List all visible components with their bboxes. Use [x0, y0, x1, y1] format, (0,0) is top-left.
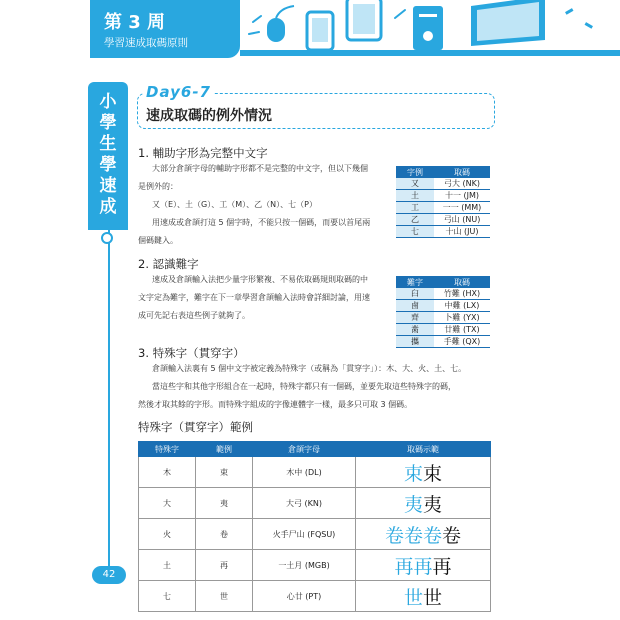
week-title: 第 3 周 [104, 12, 166, 33]
section4-heading: 特殊字（貫穿字）範例 [138, 420, 253, 434]
table-cell: 大弓 (KN) [253, 488, 356, 519]
stroke-demo-char: 卷 [384, 524, 404, 547]
table-row [139, 581, 491, 612]
table-cell: 乙 [396, 214, 434, 226]
header-bar [240, 50, 620, 56]
table-row [139, 550, 491, 581]
table-row [396, 288, 490, 300]
table-cell: 十山 (JU) [434, 226, 490, 238]
phone-icon [307, 12, 333, 50]
table-header: 難字 [396, 276, 434, 288]
sidebar-title-char: 小 [99, 92, 117, 112]
table-row [396, 312, 490, 324]
stroke-demo-char: 卷 [423, 524, 443, 547]
table-cell: 弓山 (NU) [434, 214, 490, 226]
table-cell: 一一 (MM) [434, 202, 490, 214]
section3-line2: 當這些字和其他字形組合在一起時，特殊字都只有一個碼，並要先取這些特殊字的碼， [152, 382, 456, 391]
stroke-demo-char: 束 [423, 462, 443, 485]
table-cell: 工 [396, 202, 434, 214]
stroke-demo [356, 581, 491, 612]
table-cell: 再 [196, 550, 253, 581]
section1-table [396, 166, 490, 238]
table-header-row [396, 276, 490, 288]
stroke-demo-char: 再 [394, 555, 414, 578]
table-row [396, 190, 490, 202]
section1-line1: 大部分倉頡字母的輔助字形都不是完整的中文字，但以下幾個 [152, 164, 368, 173]
day-title: 速成取碼的例外情況 [146, 108, 272, 124]
table-cell: 卜難 (YX) [434, 312, 490, 324]
monitor-icon [471, 0, 545, 46]
table-cell: 弓大 (NK) [434, 178, 490, 190]
section1-line2: 是例外的： [138, 182, 178, 191]
section1-line3: 又（E）、土（G）、工（M）、乙（N）、七（P） [152, 200, 317, 209]
special-chars-table [138, 441, 491, 612]
table-header: 倉頡字母 [253, 442, 356, 457]
table-cell: 木 [139, 457, 196, 488]
table-cell: 世 [196, 581, 253, 612]
sidebar-title-char: 學 [99, 155, 117, 175]
sidebar-title-char: 成 [99, 197, 117, 217]
sidebar-dot [101, 232, 113, 244]
stroke-demo-char: 束 [403, 462, 423, 485]
table-header: 特殊字 [139, 442, 196, 457]
table-header: 取碼示範 [356, 442, 491, 457]
table-cell: 木中 (DL) [253, 457, 356, 488]
pc-tower-icon [413, 6, 443, 50]
section2-heading: 2. 認識難字 [138, 257, 199, 271]
table-row [396, 178, 490, 190]
stroke-demo [356, 457, 491, 488]
sidebar-title-char: 速 [99, 176, 117, 196]
table-cell: 十一 (JM) [434, 190, 490, 202]
section3-line3: 然後才取其餘的字形。而特殊字組成的字像連體字一樣，最多只可取 3 個碼。 [138, 400, 413, 409]
table-header-row [396, 166, 490, 178]
stroke-demo-char: 夷 [403, 493, 423, 516]
table-cell: 土 [396, 190, 434, 202]
section1-heading: 1. 輔助字形為完整中文字 [138, 146, 268, 160]
table-row [396, 214, 490, 226]
stroke-demo [356, 550, 491, 581]
table-header: 取碼 [434, 276, 490, 288]
sidebar-title-char: 生 [99, 134, 117, 154]
table-cell: 七 [139, 581, 196, 612]
table-cell: 心廿 (PT) [253, 581, 356, 612]
table-cell: 七 [396, 226, 434, 238]
table-cell: 手難 (QX) [434, 336, 490, 348]
table-cell: 卷 [196, 519, 253, 550]
stroke-demo [356, 488, 491, 519]
table-cell: 攜 [396, 336, 434, 348]
table-header: 範例 [196, 442, 253, 457]
section2-table [396, 276, 490, 348]
table-cell: 束 [196, 457, 253, 488]
section1-line5: 個碼鍵入。 [138, 236, 178, 245]
table-cell: 臼 [396, 288, 434, 300]
table-cell: 中難 (LX) [434, 300, 490, 312]
table-header-row [139, 442, 491, 457]
table-header: 字例 [396, 166, 434, 178]
table-cell: 廿難 (TX) [434, 324, 490, 336]
tablet-icon [347, 0, 381, 40]
table-row [396, 226, 490, 238]
table-row [396, 336, 490, 348]
table-cell: 一土月 (MGB) [253, 550, 356, 581]
table-cell: 又 [396, 178, 434, 190]
table-cell: 竹難 (HX) [434, 288, 490, 300]
table-header: 取碼 [434, 166, 490, 178]
section3-line1: 倉頡輸入法裏有 5 個中文字被定義為特殊字（或稱為「貫穿字」）：木、大、火、土、七。 [152, 364, 467, 373]
sidebar-line [108, 230, 110, 575]
table-row [139, 519, 491, 550]
table-row [396, 202, 490, 214]
table-row [396, 324, 490, 336]
section2-line2: 文字定為難字，難字在下一章學習倉頡輸入法時會詳細討論，用速 [138, 293, 370, 302]
table-cell: 夷 [196, 488, 253, 519]
table-cell: 火手尸山 (FQSU) [253, 519, 356, 550]
table-cell: 黹 [396, 324, 434, 336]
stroke-demo-char: 夷 [423, 493, 443, 516]
stroke-demo [356, 519, 491, 550]
stroke-demo-char: 世 [423, 586, 443, 609]
section3-heading: 3. 特殊字（貫穿字） [138, 346, 245, 360]
stroke-demo-char: 世 [403, 586, 423, 609]
sidebar-title-char: 學 [99, 113, 117, 133]
table-cell: 火 [139, 519, 196, 550]
table-row [396, 300, 490, 312]
table-cell: 齊 [396, 312, 434, 324]
section2-line1: 速成及倉頡輸入法把少量字形繁複、不易依取碼規則取碼的中 [152, 275, 368, 284]
week-subtitle: 學習速成取碼原則 [104, 37, 188, 49]
mouse-icon [267, 6, 294, 42]
table-cell: 大 [139, 488, 196, 519]
device-illustration [245, 0, 620, 50]
stroke-demo-char: 卷 [442, 524, 462, 547]
stroke-demo-char: 卷 [403, 524, 423, 547]
stroke-demo-char: 再 [413, 555, 433, 578]
table-cell: 土 [139, 550, 196, 581]
table-row [139, 457, 491, 488]
sidebar-title [88, 92, 128, 218]
table-row [139, 488, 491, 519]
day-tag: Day6-7 [143, 83, 214, 101]
section1-line4: 用速成或倉頡打這 5 個字時，不能只按一個碼，而要以首尾兩 [152, 218, 371, 227]
stroke-demo-char: 再 [432, 555, 452, 578]
page-number: 42 [92, 566, 126, 584]
section2-line3: 成可先記右表這些例子就夠了。 [138, 311, 250, 320]
table-cell: 鹵 [396, 300, 434, 312]
